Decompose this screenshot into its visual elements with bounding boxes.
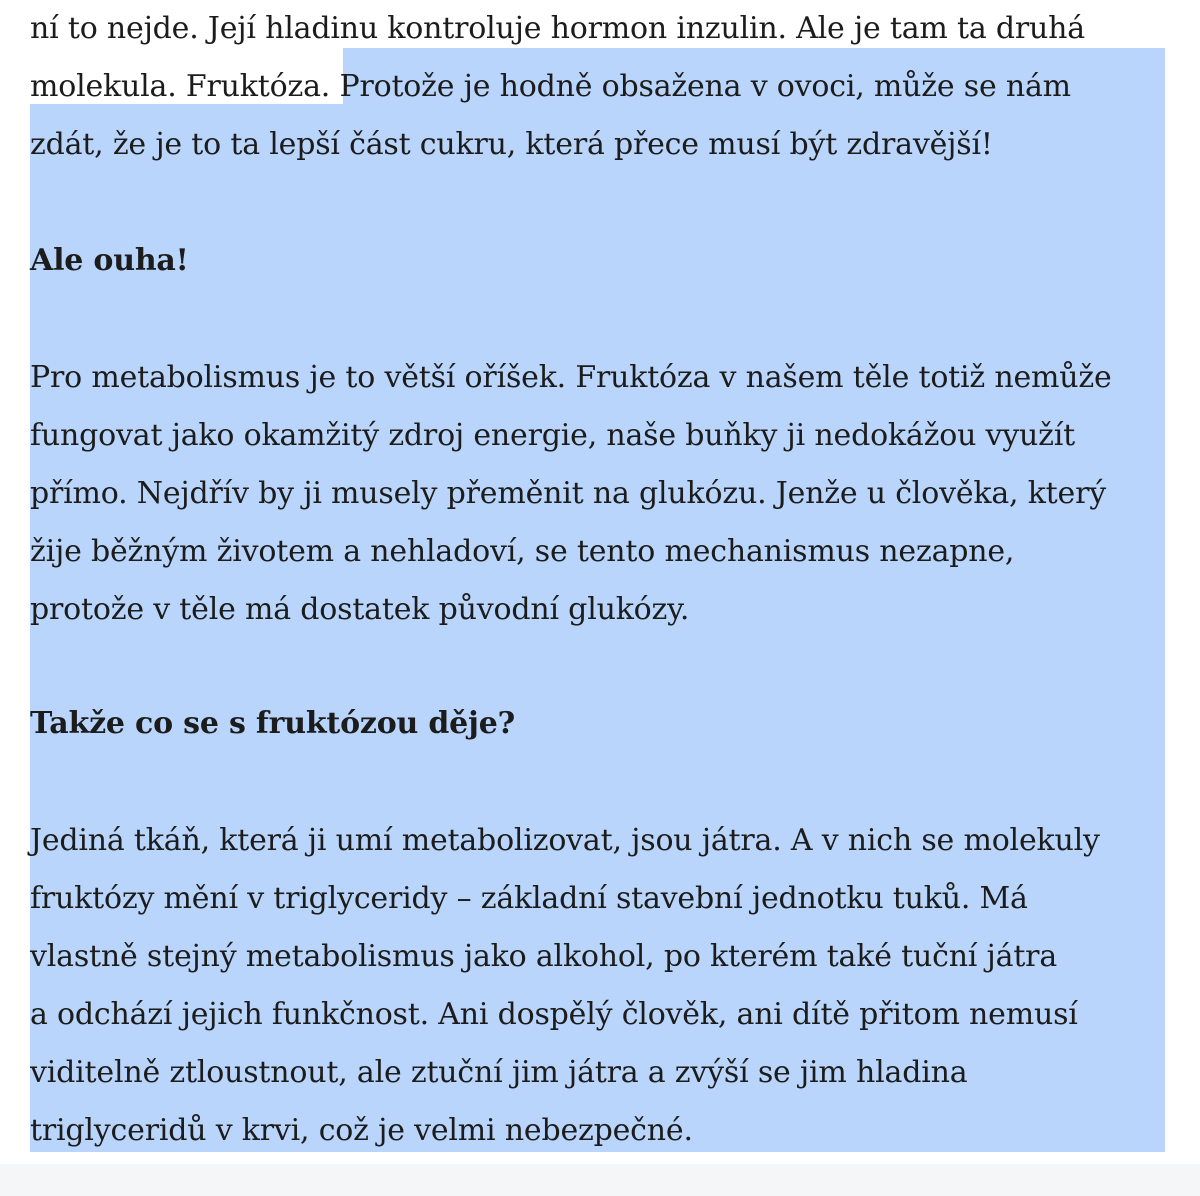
paragraph-3-line-5: viditelně ztloustnout, ale ztuční jim játra a zvýší se jim hladina bbox=[30, 1055, 968, 1090]
page-bottom-strip bbox=[0, 1164, 1200, 1196]
paragraph-2-line-3: přímo. Nejdřív by ji musely přeměnit na glukózu. Jenže u člověka, který bbox=[30, 476, 1106, 511]
paragraph-3-line-1: Jediná tkáň, která ji umí metabolizovat, jsou játra. A v nich se molekuly bbox=[30, 823, 1100, 858]
paragraph-3-line-3: vlastně stejný metabolismus jako alkohol, po kterém také tuční játra bbox=[30, 939, 1058, 974]
paragraph-3-line-6: triglyceridů v krvi, což je velmi nebezpečné. bbox=[30, 1113, 693, 1148]
paragraph-3-line-2: fruktózy mění v triglyceridy – základní stavební jednotku tuků. Má bbox=[30, 881, 1028, 916]
paragraph-1-line-2 bbox=[30, 58, 1071, 116]
paragraph-1-line-2-unselected: molekula. Fruktóza. bbox=[30, 69, 340, 104]
heading-ale-ouha: Ale ouha! bbox=[30, 243, 189, 278]
paragraph-2-line-5: protože v těle má dostatek původní glukózy. bbox=[30, 592, 690, 627]
paragraph-1-line-3: zdát, že je to ta lepší část cukru, která přece musí být zdravější! bbox=[30, 127, 993, 162]
paragraph-1-line-1: ní to nejde. Její hladinu kontroluje hormon inzulin. Ale je tam ta druhá bbox=[30, 11, 1085, 46]
paragraph-2-line-2: fungovat jako okamžitý zdroj energie, naše buňky ji nedokážou využít bbox=[30, 418, 1075, 453]
paragraph-2-line-4: žije běžným životem a nehladoví, se tento mechanismus nezapne, bbox=[30, 534, 1015, 569]
paragraph-1-line-2-selected: Protože je hodně obsažena v ovoci, může se nám bbox=[339, 69, 1071, 104]
paragraph-2-line-1: Pro metabolismus je to větší oříšek. Fruktóza v našem těle totiž nemůže bbox=[30, 360, 1112, 395]
paragraph-3-line-4: a odchází jejich funkčnost. Ani dospělý člověk, ani dítě přitom nemusí bbox=[30, 997, 1078, 1032]
heading-takze-co-se-deje: Takže co se s fruktózou děje? bbox=[30, 706, 515, 741]
